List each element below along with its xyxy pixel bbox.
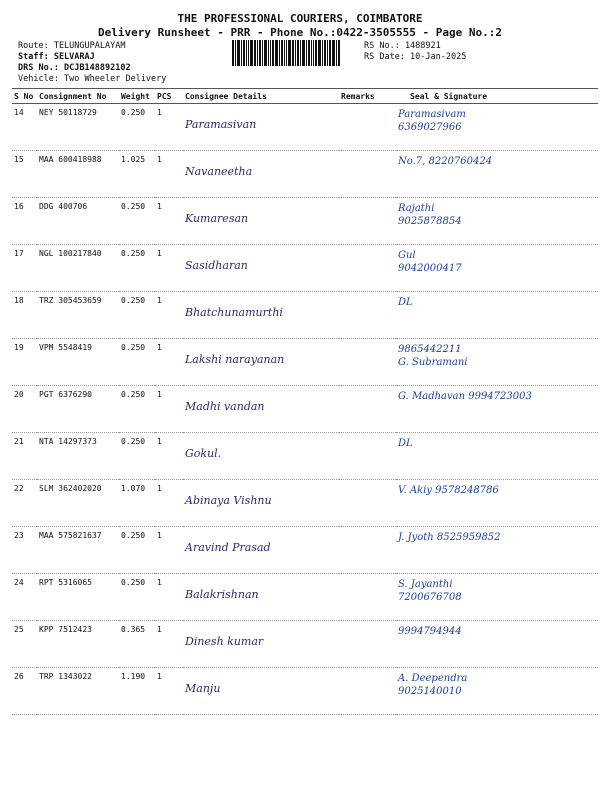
consignment-cell: RPT 5316065 — [37, 574, 119, 621]
signature-cell — [396, 198, 598, 245]
signature-phone: G. Subramani — [398, 357, 468, 368]
signature-cell — [396, 151, 598, 198]
pcs-cell: 1 — [155, 292, 183, 339]
signature-line: No.7, 8220760424 — [398, 156, 493, 167]
signature-cell — [396, 621, 598, 668]
signature-phone: 9042000417 — [398, 263, 462, 274]
signature-phone: 7200676708 — [398, 592, 462, 603]
weight-cell: 1.070 — [119, 480, 155, 527]
weight-cell: 0.250 — [119, 245, 155, 292]
consignee-cell: Kumaresan — [183, 198, 339, 245]
weight-cell: 0.250 — [119, 433, 155, 480]
remarks-cell — [339, 198, 396, 245]
pcs-cell: 1 — [155, 527, 183, 574]
weight-cell: 0.250 — [119, 386, 155, 433]
consignment-cell: TRP 1343022 — [37, 668, 119, 715]
signature-phone: 9025878854 — [398, 216, 462, 227]
signature-cell — [396, 339, 598, 386]
consignee-cell: Paramasivan — [183, 104, 339, 151]
sno-cell: 25 — [12, 621, 37, 668]
sno-cell: 22 — [12, 480, 37, 527]
consignee-cell: Manju — [183, 668, 339, 715]
pcs-cell: 1 — [155, 151, 183, 198]
consignment-cell: MAA 575821637 — [37, 527, 119, 574]
remarks-cell — [339, 386, 396, 433]
drs-label: DRS No.: DCJB148892102 — [18, 63, 131, 73]
pcs-cell: 1 — [155, 104, 183, 151]
runsheet-subtitle: Delivery Runsheet - PRR - Phone No.:0422-3505555 - Page No.:2 — [98, 26, 502, 39]
weight-cell: 0.250 — [119, 198, 155, 245]
table-row — [12, 433, 598, 480]
consignment-cell: VPM 5548419 — [37, 339, 119, 386]
table-row — [12, 574, 598, 621]
staff-label: Staff: SELVARAJ — [18, 52, 95, 62]
consignee-cell: Sasidharan — [183, 245, 339, 292]
signature-line: J. Jyoth 8525959852 — [398, 532, 501, 543]
consignment-cell: NEY 50118729 — [37, 104, 119, 151]
remarks-cell — [339, 104, 396, 151]
signature-cell — [396, 433, 598, 480]
col-remarks: Remarks — [339, 89, 396, 104]
consignment-cell: PGT 6376290 — [37, 386, 119, 433]
table-row — [12, 104, 598, 151]
rs-date: RS Date: 10-Jan-2025 — [364, 52, 467, 62]
sno-cell: 16 — [12, 198, 37, 245]
sno-cell: 18 — [12, 292, 37, 339]
consignee-cell: Madhi vandan — [183, 386, 339, 433]
signature-line: V. Akiy 9578248786 — [398, 485, 499, 496]
table-row — [12, 292, 598, 339]
table-row — [12, 198, 598, 245]
signature-cell — [396, 292, 598, 339]
barcode-image — [232, 40, 356, 66]
sno-cell: 24 — [12, 574, 37, 621]
weight-cell: 0.250 — [119, 104, 155, 151]
remarks-cell — [339, 151, 396, 198]
consignment-cell: KPP 7512423 — [37, 621, 119, 668]
pcs-cell: 1 — [155, 621, 183, 668]
signature-line: Gul — [398, 250, 416, 261]
signature-cell — [396, 386, 598, 433]
table-row — [12, 386, 598, 433]
pcs-cell: 1 — [155, 386, 183, 433]
remarks-cell — [339, 668, 396, 715]
consignment-cell: SLM 362402020 — [37, 480, 119, 527]
signature-cell — [396, 668, 598, 715]
table-row — [12, 339, 598, 386]
sno-cell: 21 — [12, 433, 37, 480]
sno-cell: 19 — [12, 339, 37, 386]
consignee-cell: Balakrishnan — [183, 574, 339, 621]
consignment-cell: MAA 600418988 — [37, 151, 119, 198]
sno-cell: 17 — [12, 245, 37, 292]
pcs-cell: 1 — [155, 574, 183, 621]
table-row — [12, 480, 598, 527]
remarks-cell — [339, 292, 396, 339]
signature-line: A. Deependra — [398, 673, 468, 684]
consignee-cell: Navaneetha — [183, 151, 339, 198]
signature-phone: 9025140010 — [398, 686, 462, 697]
rs-number: RS No.: 1488921 — [364, 41, 441, 51]
weight-cell: 1.025 — [119, 151, 155, 198]
sno-cell: 15 — [12, 151, 37, 198]
weight-cell: 0.250 — [119, 339, 155, 386]
pcs-cell: 1 — [155, 245, 183, 292]
weight-cell: 1.190 — [119, 668, 155, 715]
pcs-cell: 1 — [155, 339, 183, 386]
consignment-cell: TRZ 305453659 — [37, 292, 119, 339]
route-label: Route: TELUNGUPALAYAM — [18, 41, 126, 51]
table-row — [12, 621, 598, 668]
col-consignee-details: Consignee Details — [183, 89, 339, 104]
sno-cell: 23 — [12, 527, 37, 574]
remarks-cell — [339, 480, 396, 527]
signature-line: Paramasivam — [398, 109, 466, 120]
consignee-cell: Abinaya Vishnu — [183, 480, 339, 527]
signature-line: S. Jayanthi — [398, 579, 453, 590]
table-header-row — [12, 89, 598, 104]
pcs-cell: 1 — [155, 480, 183, 527]
table-row — [12, 151, 598, 198]
pcs-cell: 1 — [155, 198, 183, 245]
pcs-cell: 1 — [155, 433, 183, 480]
col-seal-signature: Seal & Signature — [396, 89, 598, 104]
col-consignment-no: Consignment No — [37, 89, 119, 104]
col-sno: S No — [12, 89, 37, 104]
signature-line: Rajathi — [398, 203, 435, 214]
remarks-cell — [339, 339, 396, 386]
remarks-cell — [339, 574, 396, 621]
sno-cell: 26 — [12, 668, 37, 715]
signature-cell — [396, 245, 598, 292]
weight-cell: 0.250 — [119, 292, 155, 339]
runsheet-table — [12, 88, 598, 715]
table-row — [12, 527, 598, 574]
signature-cell — [396, 527, 598, 574]
consignee-cell: Aravind Prasad — [183, 527, 339, 574]
signature-cell — [396, 480, 598, 527]
weight-cell: 0.250 — [119, 574, 155, 621]
consignee-cell: Gokul. — [183, 433, 339, 480]
signature-line: 9865442211 — [398, 344, 462, 355]
signature-cell — [396, 574, 598, 621]
signature-line: DL — [398, 438, 413, 449]
col-weight: Weight — [119, 89, 155, 104]
remarks-cell — [339, 245, 396, 292]
weight-cell: 0.250 — [119, 527, 155, 574]
signature-phone: 6369027966 — [398, 122, 462, 133]
signature-cell — [396, 104, 598, 151]
signature-line: 9994794944 — [398, 626, 462, 637]
sno-cell: 20 — [12, 386, 37, 433]
weight-cell: 0.365 — [119, 621, 155, 668]
consignee-cell: Bhatchunamurthi — [183, 292, 339, 339]
signature-line: G. Madhavan 9994723003 — [398, 391, 532, 402]
table-row — [12, 245, 598, 292]
table-row — [12, 668, 598, 715]
signature-line: DL — [398, 297, 413, 308]
remarks-cell — [339, 527, 396, 574]
consignee-cell: Dinesh kumar — [183, 621, 339, 668]
sno-cell: 14 — [12, 104, 37, 151]
remarks-cell — [339, 621, 396, 668]
pcs-cell: 1 — [155, 668, 183, 715]
consignee-cell: Lakshi narayanan — [183, 339, 339, 386]
consignment-cell: NGL 100217840 — [37, 245, 119, 292]
remarks-cell — [339, 433, 396, 480]
consignment-cell: DDG 400706 — [37, 198, 119, 245]
vehicle-label: Vehicle: Two Wheeler Delivery — [18, 74, 167, 84]
consignment-cell: NTA 14297373 — [37, 433, 119, 480]
company-title: THE PROFESSIONAL COURIERS, COIMBATORE — [177, 12, 423, 25]
col-pcs: PCS — [155, 89, 183, 104]
